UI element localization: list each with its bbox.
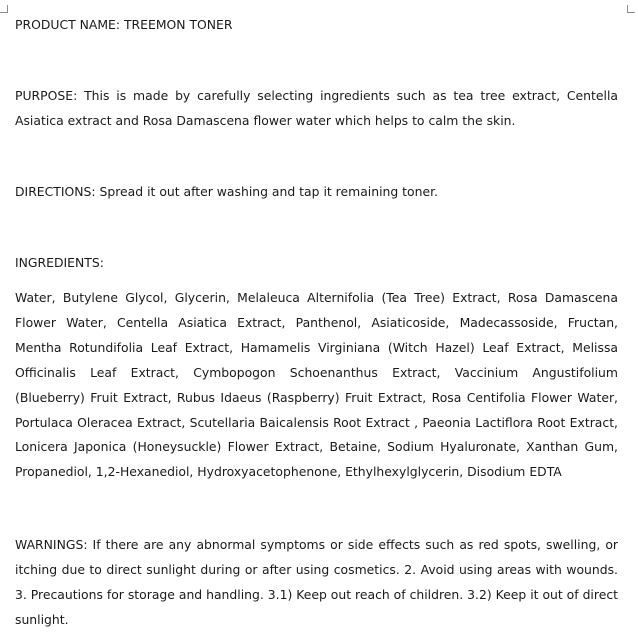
- ingredients-list-paragraph[interactable]: Water, Butylene Glycol, Glycerin, Melaleuca Alternifolia (Tea Tree) Extract, Rosa Damascena Flower Water, Centella Asiatica Extract, Panthenol, Asiaticoside, Madecassoside, Fructan, Mentha Rotundifolia Leaf Extract, Hamamelis Virginiana (Witch Hazel) Leaf Extract, Melissa Officinalis Leaf Extract, Cymbopogon Schoenanthus Extract, Vaccinium Angustifolium (Blueberry) Fruit Extract, Rubus Idaeus (Raspberry) Fruit Extract, Rosa Centifolia Flower Water, Portulaca Oleracea Extract, Scutellaria Baicalensis Root Extract , Paeonia Lactiflora Root Extract, Lonicera Japonica (Honeysuckle) Flower Extract, Betaine, Sodium Hyaluronate, Xanthan Gum, Propanediol, 1,2-Hexanediol, Hydroxyacetophenone, Ethylhexylglycerin, Disodium EDTA: [15, 290, 618, 480]
- ingredients-heading[interactable]: INGREDIENTS:: [15, 255, 104, 270]
- purpose-paragraph[interactable]: PURPOSE: This is made by carefully selecting ingredients such as tea tree extract, Centella Asiatica extract and Rosa Damascena flower water which helps to calm the skin.: [15, 88, 618, 128]
- margin-corner-mark-right: [627, 5, 635, 13]
- warnings-paragraph[interactable]: WARNINGS: If there are any abnormal symptoms or side effects such as red spots, swelling, or itching due to direct sunlight during or after using cosmetics. 2. Avoid using areas with wounds. 3. Precautions for storage and handling. 3.1) Keep out reach of children. 3.2) Keep it out of direct sunlight.: [15, 537, 618, 627]
- directions-paragraph[interactable]: DIRECTIONS: Spread it out after washing and tap it remaining toner.: [15, 184, 438, 199]
- product-name-line[interactable]: PRODUCT NAME: TREEMON TONER: [15, 17, 233, 32]
- margin-corner-mark-left: [0, 5, 8, 13]
